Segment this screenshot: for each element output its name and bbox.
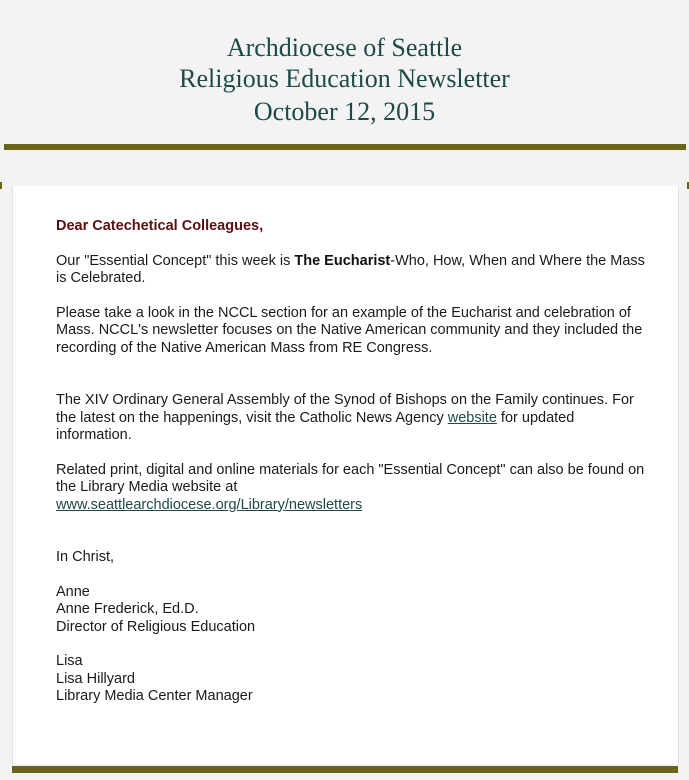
signature-lisa	[56, 653, 646, 706]
p1-text-end: -Who, How, When and Where the Mass is Celebrated.	[56, 252, 645, 286]
paragraph-essential-concept	[56, 253, 646, 288]
letter-body	[56, 218, 646, 723]
signature-title: Library Media Center Manager	[56, 688, 253, 704]
paragraph-library	[56, 462, 646, 515]
p1-bold: The Eucharist	[294, 252, 391, 269]
signature-title: Director of Religious Education	[56, 618, 256, 635]
letter-panel	[12, 186, 679, 764]
signature-full-name: Lisa Hillyard	[56, 670, 135, 687]
newsletter-header	[4, 4, 685, 149]
signature-anne	[56, 584, 646, 637]
greeting: Dear Catechetical Colleagues,	[56, 218, 264, 234]
signature-first-name: Lisa	[56, 653, 83, 669]
signature-full-name: Anne Frederick, Ed.D.	[56, 601, 199, 617]
p3-text-end: for updated information.	[56, 409, 575, 443]
p1-text: Our "Essential Concept" this week is	[56, 252, 295, 269]
closing: In Christ,	[56, 549, 115, 565]
footer-rule	[12, 766, 678, 773]
header-date: October 12, 2015	[253, 97, 436, 126]
p3-text: The XIV Ordinary General Assembly of the Synod of Bishops on the Family continues. For the latest on the happenings, visit the Catholic News Agency	[56, 392, 634, 426]
paragraph-synod	[56, 392, 646, 445]
signature-first-name: Anne	[56, 583, 90, 600]
spacer-band	[0, 150, 689, 183]
website-link[interactable]: website	[447, 409, 497, 426]
header-org: Archdiocese of Seattle	[226, 33, 463, 62]
left-corner-mark	[0, 182, 2, 189]
header-title: Religious Education Newsletter	[179, 64, 510, 93]
p4-text: Related print, digital and online materials for each "Essential Concept" can also be found on the Library Media website at	[56, 461, 645, 495]
paragraph-nccl: Please take a look in the NCCL section for an example of the Eucharist and celebration of Mass. NCCL's newsletter focuses on the Native American community and they included the recording of the Native American Mass from RE Congress.	[56, 304, 643, 356]
library-newsletters-link[interactable]: www.seattlearchdiocese.org/Library/newsletters	[56, 496, 363, 513]
